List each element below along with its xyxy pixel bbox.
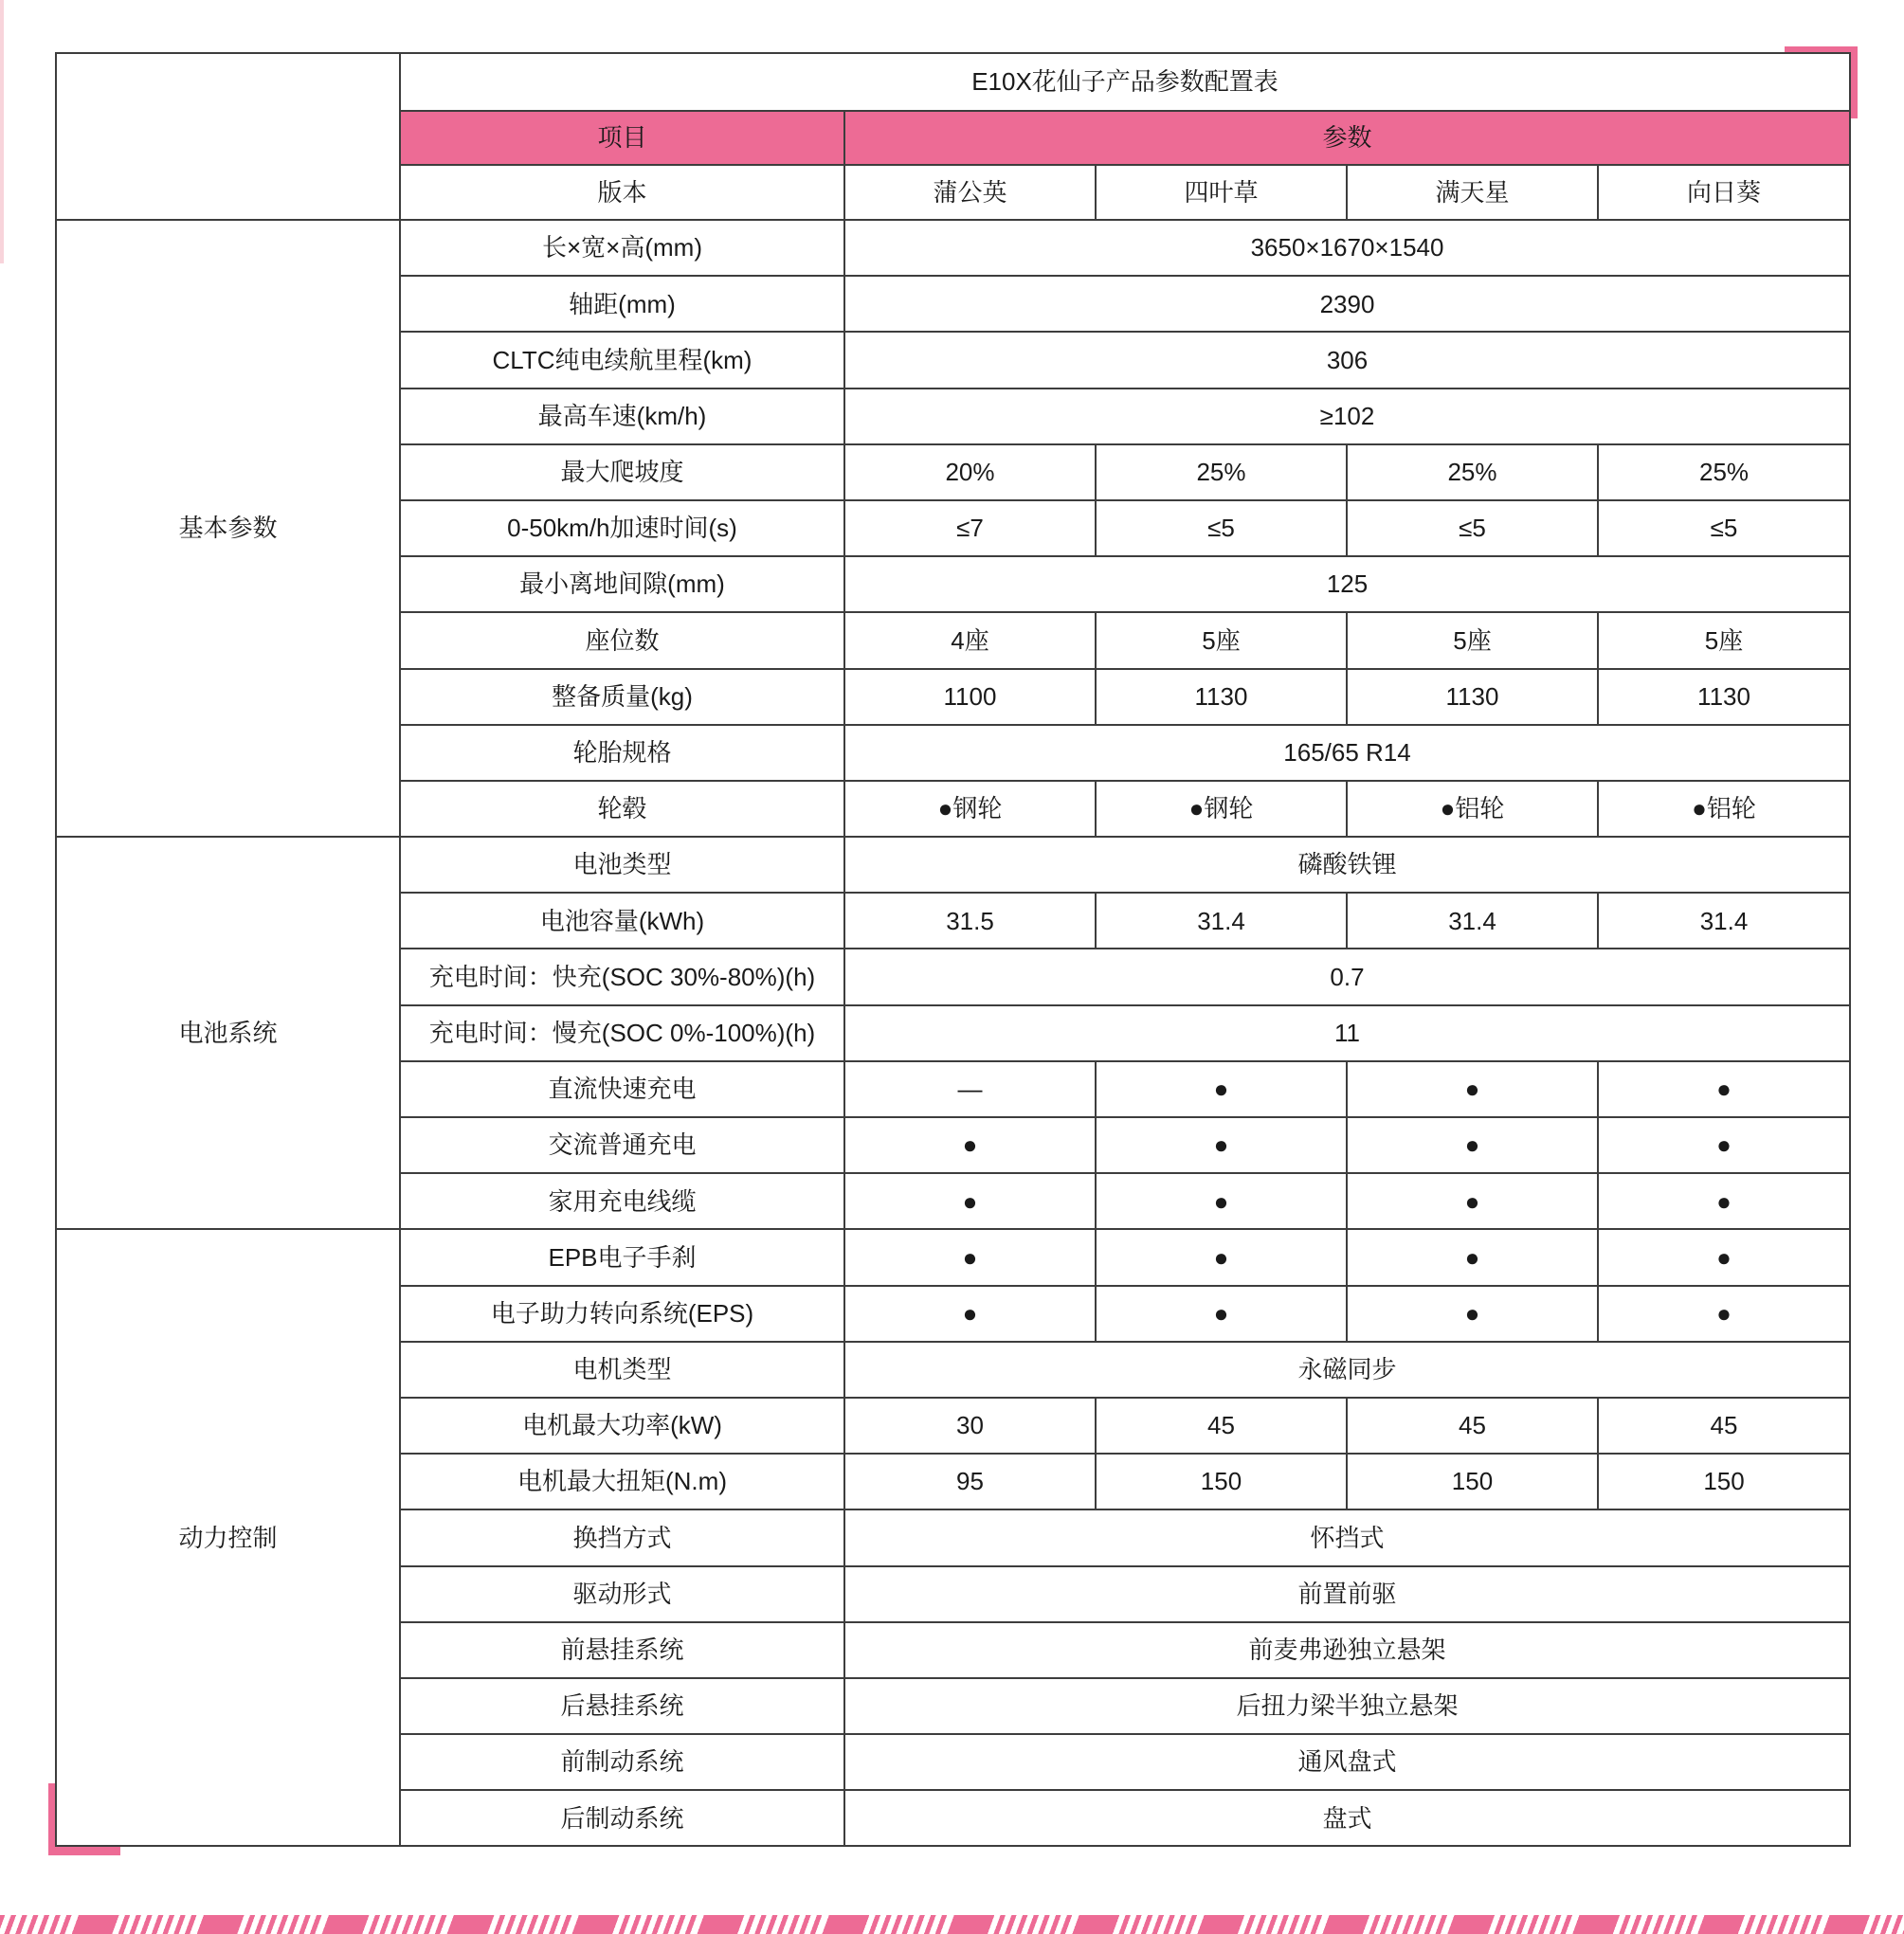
row-label: 轴距(mm): [400, 276, 844, 332]
title-row: [56, 53, 1850, 111]
value-cell: 1130: [1598, 669, 1850, 725]
value-cell: 前麦弗逊独立悬架: [844, 1622, 1850, 1678]
row-label: 轮毂: [400, 781, 844, 837]
value-cell: ●: [1096, 1061, 1347, 1117]
row-label: 电机类型: [400, 1342, 844, 1398]
value-cell: 5座: [1096, 612, 1347, 668]
bottom-stripe-band: [0, 1915, 1904, 1934]
header-params-label: 参数: [844, 111, 1850, 165]
value-cell: ●: [1598, 1117, 1850, 1173]
row-label: 电机最大功率(kW): [400, 1398, 844, 1454]
row-label: 后制动系统: [400, 1790, 844, 1846]
value-cell: ●: [1598, 1229, 1850, 1285]
value-cell: 25%: [1598, 444, 1850, 500]
value-cell: 永磁同步: [844, 1342, 1850, 1398]
version-col-3: 向日葵: [1598, 165, 1850, 220]
row-label: 电子助力转向系统(EPS): [400, 1286, 844, 1342]
value-cell: 45: [1096, 1398, 1347, 1454]
spec-table-body: [56, 53, 1850, 1846]
left-edge-accent: [0, 0, 4, 263]
value-cell: 95: [844, 1454, 1096, 1509]
value-cell: ●: [1347, 1173, 1598, 1229]
value-cell: ●: [1347, 1117, 1598, 1173]
value-cell: 45: [1598, 1398, 1850, 1454]
value-cell: ≤5: [1598, 500, 1850, 556]
value-cell: ●: [844, 1286, 1096, 1342]
value-cell: 后扭力梁半独立悬架: [844, 1678, 1850, 1734]
value-cell: 2390: [844, 276, 1850, 332]
row-label: 电机最大扭矩(N.m): [400, 1454, 844, 1509]
section-label: 电池系统: [56, 837, 400, 1229]
value-cell: ●: [844, 1173, 1096, 1229]
value-cell: ●: [1096, 1173, 1347, 1229]
value-cell: 1130: [1347, 669, 1598, 725]
value-cell: ●: [1598, 1286, 1850, 1342]
row-label: 充电时间：快充(SOC 30%-80%)(h): [400, 949, 844, 1004]
value-cell: 45: [1347, 1398, 1598, 1454]
value-cell: 11: [844, 1005, 1850, 1061]
row-label: 交流普通充电: [400, 1117, 844, 1173]
row-label: 电池容量(kWh): [400, 893, 844, 949]
value-cell: 31.4: [1598, 893, 1850, 949]
value-cell: ●铝轮: [1598, 781, 1850, 837]
value-cell: —: [844, 1061, 1096, 1117]
version-col-2: 满天星: [1347, 165, 1598, 220]
row-label: 轮胎规格: [400, 725, 844, 781]
version-label: 版本: [400, 165, 844, 220]
value-cell: 磷酸铁锂: [844, 837, 1850, 893]
row-label: 充电时间：慢充(SOC 0%-100%)(h): [400, 1005, 844, 1061]
value-cell: 3650×1670×1540: [844, 220, 1850, 276]
value-cell: ≥102: [844, 389, 1850, 444]
value-cell: ●: [1347, 1229, 1598, 1285]
row-label: 家用充电线缆: [400, 1173, 844, 1229]
value-cell: ●: [844, 1229, 1096, 1285]
value-cell: ≤5: [1096, 500, 1347, 556]
spec-table-wrap: [55, 52, 1851, 1847]
row-label: CLTC纯电续航里程(km): [400, 332, 844, 388]
value-cell: ●: [1347, 1286, 1598, 1342]
value-cell: 通风盘式: [844, 1734, 1850, 1790]
section-label: 基本参数: [56, 220, 400, 837]
row-label: 座位数: [400, 612, 844, 668]
row-label: 0-50km/h加速时间(s): [400, 500, 844, 556]
value-cell: 1100: [844, 669, 1096, 725]
row-label: 直流快速充电: [400, 1061, 844, 1117]
value-cell: 150: [1096, 1454, 1347, 1509]
table-row: [56, 837, 1850, 893]
value-cell: 前置前驱: [844, 1566, 1850, 1622]
value-cell: 5座: [1347, 612, 1598, 668]
value-cell: 150: [1347, 1454, 1598, 1509]
value-cell: 20%: [844, 444, 1096, 500]
value-cell: 31.4: [1096, 893, 1347, 949]
value-cell: ●: [1598, 1173, 1850, 1229]
value-cell: 25%: [1096, 444, 1347, 500]
value-cell: 1130: [1096, 669, 1347, 725]
corner-blank-cell: [56, 53, 400, 220]
value-cell: ≤7: [844, 500, 1096, 556]
value-cell: 怀挡式: [844, 1509, 1850, 1565]
value-cell: ●: [1096, 1117, 1347, 1173]
value-cell: ●: [1347, 1061, 1598, 1117]
value-cell: 30: [844, 1398, 1096, 1454]
row-label: 最高车速(km/h): [400, 389, 844, 444]
row-label: EPB电子手刹: [400, 1229, 844, 1285]
row-label: 整备质量(kg): [400, 669, 844, 725]
value-cell: ●铝轮: [1347, 781, 1598, 837]
row-label: 前制动系统: [400, 1734, 844, 1790]
value-cell: 5座: [1598, 612, 1850, 668]
spec-table: [55, 52, 1851, 1847]
version-col-1: 四叶草: [1096, 165, 1347, 220]
value-cell: 0.7: [844, 949, 1850, 1004]
value-cell: 125: [844, 556, 1850, 612]
section-label: 动力控制: [56, 1229, 400, 1846]
row-label: 后悬挂系统: [400, 1678, 844, 1734]
table-row: [56, 1229, 1850, 1285]
value-cell: 306: [844, 332, 1850, 388]
row-label: 长×宽×高(mm): [400, 220, 844, 276]
row-label: 最大爬坡度: [400, 444, 844, 500]
value-cell: ●钢轮: [1096, 781, 1347, 837]
value-cell: 盘式: [844, 1790, 1850, 1846]
row-label: 最小离地间隙(mm): [400, 556, 844, 612]
table-row: [56, 220, 1850, 276]
value-cell: ●: [1598, 1061, 1850, 1117]
row-label: 驱动形式: [400, 1566, 844, 1622]
table-title: E10X花仙子产品参数配置表: [400, 53, 1850, 111]
value-cell: 4座: [844, 612, 1096, 668]
value-cell: 25%: [1347, 444, 1598, 500]
row-label: 电池类型: [400, 837, 844, 893]
value-cell: ●: [844, 1117, 1096, 1173]
value-cell: 165/65 R14: [844, 725, 1850, 781]
row-label: 前悬挂系统: [400, 1622, 844, 1678]
value-cell: 31.4: [1347, 893, 1598, 949]
value-cell: 31.5: [844, 893, 1096, 949]
value-cell: ●钢轮: [844, 781, 1096, 837]
header-item-label: 项目: [400, 111, 844, 165]
value-cell: ●: [1096, 1286, 1347, 1342]
row-label: 换挡方式: [400, 1509, 844, 1565]
value-cell: ●: [1096, 1229, 1347, 1285]
value-cell: 150: [1598, 1454, 1850, 1509]
value-cell: ≤5: [1347, 500, 1598, 556]
version-col-0: 蒲公英: [844, 165, 1096, 220]
